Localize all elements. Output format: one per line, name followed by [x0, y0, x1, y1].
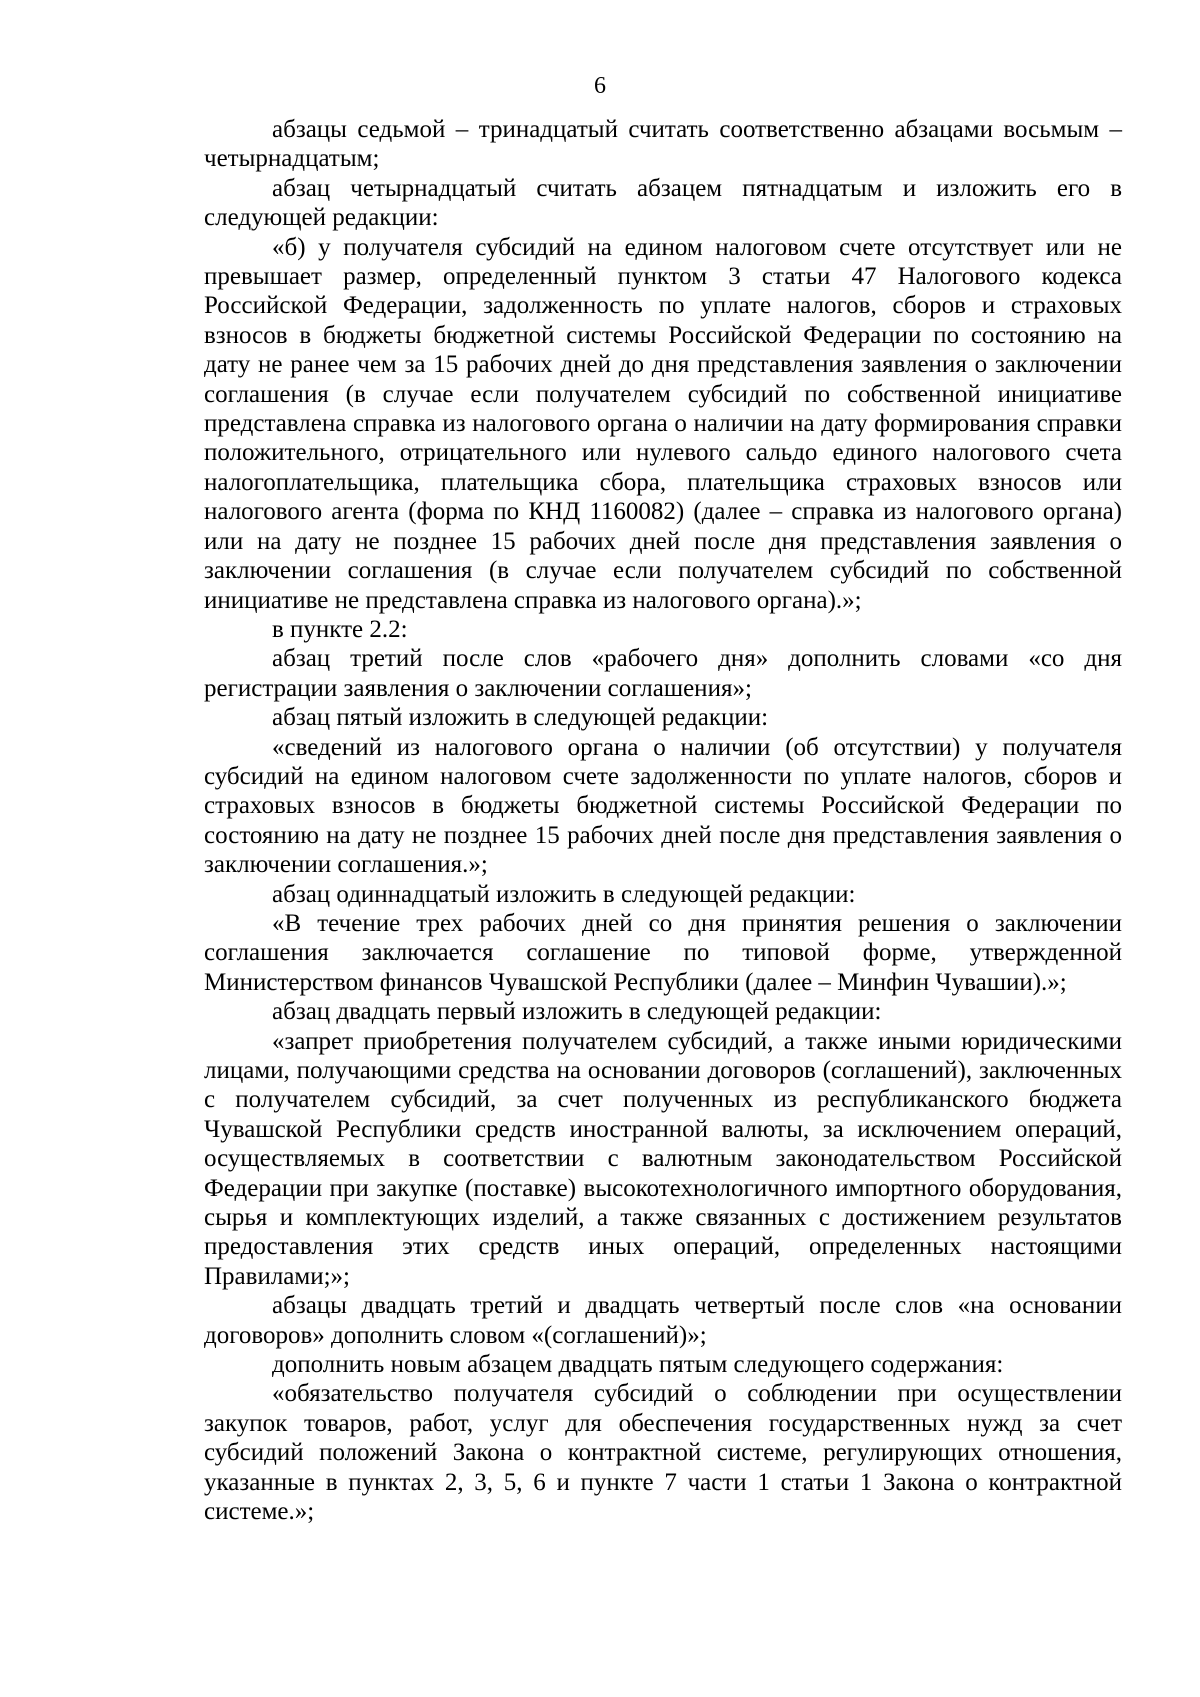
paragraph: «запрет приобретения получателем субсидий, а также иными юридическими лицами, получающими средства на основании договоров (соглашений), заключенных с получателем субсидий, за счет полученных из республиканского бюджета Чувашской Республики средств иностранной валюты, за исключением операций, осуществляемых в соответствии с валютным законодательством Российской Федерации при закупке (поставке) высокотехнологичного импортного оборудования, сырья и комплектующих изделий, а также связанных с достижением результатов предоставления этих средств иных операций, определенных настоящими Правилами;»;: [204, 1027, 1122, 1290]
paragraph: абзацы седьмой – тринадцатый считать соответственно абзацами восьмым – четырнадцатым;: [204, 116, 1122, 173]
paragraph: абзац четырнадцатый считать абзацем пятнадцатым и изложить его в следующей редакции:: [204, 174, 1122, 232]
paragraph: абзац двадцать первый изложить в следующей редакции:: [272, 998, 882, 1026]
paragraph: «б) у получателя субсидий на едином налоговом счете отсутствует или не превышает размер, определенный пунктом 3 статьи 47 Налогового кодекса Российской Федерации, задолженность по уплате налогов, сборов и страховых взносов в бюджеты бюджетной системы Российской Федерации по состоянию на дату не ранее чем за 15 рабочих дней до дня представления заявления о заключении соглашения (в случае если получателем субсидий по собственной инициативе представлена справка из налогового органа о наличии на дату формирования справки положительного, отрицательного или нулевого сальдо единого налогового счета налогоплательщика, плательщика сбора, плательщика страховых взносов или налогового агента (форма по КНД 1160082) (далее – справка из налогового органа) или на дату не позднее 15 рабочих дней после дня представления заявления о заключении соглашения (в случае если получателем субсидий по собственной инициативе не представлена справка из налогового органа).»;: [204, 233, 1122, 614]
paragraph: в пункте 2.2:: [272, 615, 408, 643]
paragraph: абзацы двадцать третий и двадцать четвертый после слов «на основании договоров» дополнить словом «(соглашений)»;: [204, 1292, 1122, 1349]
page-number: 6: [594, 73, 606, 99]
paragraph: абзац одиннадцатый изложить в следующей редакции:: [272, 880, 856, 908]
paragraph: абзац пятый изложить в следующей редакции:: [272, 704, 769, 732]
paragraph: «сведений из налогового органа о наличии (об отсутствии) у получателя субсидий на едином налоговом счете задолженности по уплате налогов, сборов и страховых взносов в бюджеты бюджетной системы Российской Федерации по состоянию на дату не позднее 15 рабочих дней после дня представления заявления о заключении соглашения.»;: [204, 733, 1122, 879]
paragraph: «обязательство получателя субсидий о соблюдении при осуществлении закупок товаров, работ, услуг для обеспечения государственных нужд за счет субсидий положений Закона о контрактной системе, регулирующих отношения, указанные в пунктах 2, 3, 5, 6 и пункте 7 части 1 статьи 1 Закона о контрактной системе.»;: [204, 1380, 1122, 1526]
paragraph: дополнить новым абзацем двадцать пятым следующего содержания:: [272, 1351, 1004, 1379]
paragraph: «В течение трех рабочих дней со дня принятия решения о заключении соглашения заключается соглашение по типовой форме, утвержденной Министерством финансов Чувашской Республики (далее – Минфин Чувашии).»;: [204, 909, 1122, 996]
paragraph: абзац третий после слов «рабочего дня» дополнить словами «со дня регистрации заявления о заключении соглашения»;: [204, 645, 1122, 702]
document-body: [204, 115, 1122, 1527]
